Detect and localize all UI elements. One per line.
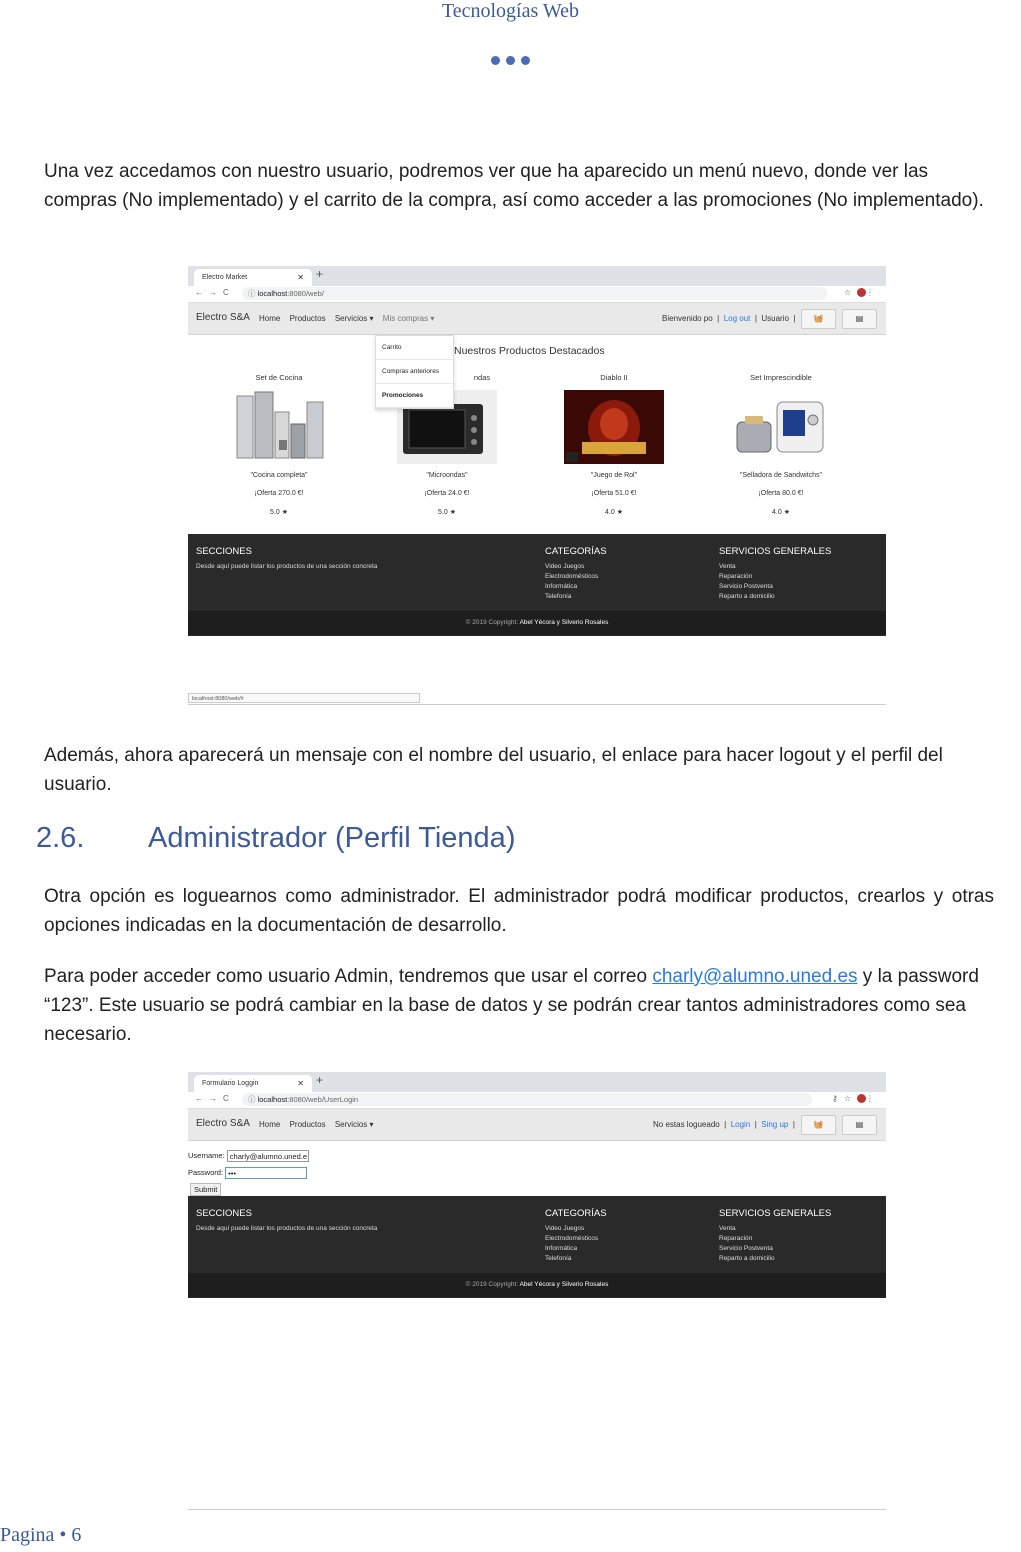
nav-productos[interactable]: Productos xyxy=(289,1120,326,1129)
mis-compras-dropdown xyxy=(375,335,454,409)
document-button[interactable] xyxy=(842,309,877,329)
document-button[interactable] xyxy=(842,1115,877,1135)
footer-servicios xyxy=(719,546,831,602)
username-label: Username: xyxy=(188,1151,225,1160)
browser-actions[interactable] xyxy=(832,1094,880,1103)
product-name: Set Imprescindible xyxy=(750,373,812,382)
footer-link[interactable]: Servicio Postventa xyxy=(719,1245,773,1252)
copyright-names: Abel Yécora y Silverio Rosales xyxy=(519,1281,609,1288)
product-card[interactable] xyxy=(209,373,349,516)
footer-link[interactable]: Reparación xyxy=(719,573,753,580)
footer-link[interactable]: Telefonía xyxy=(545,593,572,600)
menu-dots-icon[interactable]: ⋮ xyxy=(866,1094,880,1103)
product-name: Diablo II xyxy=(600,373,628,382)
section-number: 2.6. xyxy=(36,822,85,854)
site-footer xyxy=(188,1196,886,1298)
tab-title: Formulario Loggin xyxy=(202,1080,259,1087)
paragraph-user-message: Además, ahora aparecerá un mensaje con el nombre del usuario, el enlace para hacer logout y el perfil del usuario. xyxy=(44,745,943,795)
copyright-prefix: © 2019 Copyright: xyxy=(465,1281,520,1288)
credentials-text-after: y la password “123”. Este usuario se podrá cambiar en la base de datos y se podrán crear tantos administradores como sea necesario. xyxy=(44,966,979,1045)
footer-link[interactable]: Venta xyxy=(719,563,736,570)
footer-secciones-text: Desde aquí puede listar los productos de una sección concreta xyxy=(196,1225,378,1232)
url-path: :8080/web/UserLogin xyxy=(287,1095,359,1104)
footer-servicios xyxy=(719,1208,831,1264)
dropdown-item-carrito[interactable]: Carrito xyxy=(376,336,453,360)
cart-button[interactable] xyxy=(801,1115,836,1135)
nav-servicios[interactable]: Servicios ▾ xyxy=(334,314,374,323)
nav-mis-compras[interactable]: Mis compras ▾ xyxy=(382,314,435,323)
footer-servicios-title: SERVICIOS GENERALES xyxy=(719,546,832,557)
nav-links xyxy=(259,1120,381,1129)
footer-link[interactable]: Reparto a domicilio xyxy=(719,1255,775,1262)
site-navbar xyxy=(188,1109,886,1141)
tab-title: Electro Market xyxy=(202,274,248,281)
footer-categorias-title: CATEGORÍAS xyxy=(545,1208,607,1219)
admin-email-link[interactable]: charly@alumno.uned.es xyxy=(652,966,858,987)
welcome-text: Bienvenido po xyxy=(662,314,713,323)
footer-link[interactable]: Reparto a domicilio xyxy=(719,593,775,600)
url-field[interactable]: ⓘ localhost:8080/web/UserLogin xyxy=(242,1093,812,1106)
cart-button[interactable] xyxy=(801,309,836,329)
footer-link[interactable]: Electrodomésticos xyxy=(545,573,599,580)
new-tab-icon[interactable]: + xyxy=(316,267,324,281)
close-tab-icon[interactable]: ✕ xyxy=(297,1079,304,1088)
new-tab-icon[interactable]: + xyxy=(316,1073,324,1087)
document-icon: ▤ xyxy=(855,314,864,323)
login-form xyxy=(188,1147,309,1198)
document-icon: ▤ xyxy=(855,1120,864,1129)
screenshot-logged-in-home xyxy=(188,266,886,705)
site-footer xyxy=(188,534,886,636)
nav-home[interactable]: Home xyxy=(259,314,281,323)
featured-products-title: Nuestros Productos Destacados xyxy=(454,345,605,357)
browser-tab-bar xyxy=(188,266,886,286)
signup-link[interactable]: Sing up xyxy=(761,1120,789,1129)
header-dots-ornament xyxy=(0,52,1021,70)
paragraph-admin-intro: Otra opción es loguearnos como administrador. El administrador podrá modificar productos, crearlos y otras opciones indicadas en la documentación de desarrollo. xyxy=(44,886,994,936)
usuario-link[interactable]: Usuario xyxy=(761,314,789,323)
footer-categorias xyxy=(545,546,607,602)
product-image-appliance-set[interactable] xyxy=(731,390,831,464)
basket-icon: 🧺 xyxy=(813,1120,824,1129)
dropdown-item-promociones[interactable]: Promociones xyxy=(376,384,453,408)
browser-tab[interactable] xyxy=(194,1075,312,1092)
browser-nav-icons[interactable]: ←→C xyxy=(195,288,235,297)
footer-secciones xyxy=(196,1208,377,1234)
copyright-prefix: © 2019 Copyright: xyxy=(465,619,520,626)
nav-servicios[interactable]: Servicios ▾ xyxy=(334,1120,374,1129)
profile-avatar-icon[interactable] xyxy=(857,288,866,297)
screenshot-login-form xyxy=(188,1072,886,1510)
product-description: "Microondas" xyxy=(426,472,468,479)
document-header-title: Tecnologías Web xyxy=(441,0,580,22)
paragraph-admin-credentials xyxy=(44,962,1004,1049)
nav-links xyxy=(259,314,441,323)
footer-secciones xyxy=(196,546,377,572)
footer-link[interactable]: Informática xyxy=(545,1245,578,1252)
product-card[interactable] xyxy=(544,373,684,516)
footer-copyright xyxy=(188,611,886,635)
browser-status-url: localhost:8080/web/# xyxy=(188,693,420,703)
nav-productos[interactable]: Productos xyxy=(289,314,326,323)
footer-link[interactable]: Electrodomésticos xyxy=(545,1235,599,1242)
product-offer: ¡Oferta 270.0 €! xyxy=(254,490,304,497)
footer-link[interactable]: Servicio Postventa xyxy=(719,583,773,590)
product-offer: ¡Oferta 51.0 €! xyxy=(591,490,637,497)
user-status: Bienvenido po | Log out | Usuario | xyxy=(662,314,796,323)
section-title: Administrador (Perfil Tienda) xyxy=(148,822,516,854)
username-input[interactable]: charly@alumno.uned.e xyxy=(227,1150,309,1162)
footer-link[interactable]: Informática xyxy=(545,583,578,590)
url-host: localhost xyxy=(257,1095,288,1104)
close-tab-icon[interactable]: ✕ xyxy=(297,273,304,282)
footer-link[interactable]: Reparación xyxy=(719,1235,753,1242)
section-heading xyxy=(36,822,515,855)
star-icon[interactable]: ☆ xyxy=(843,1094,857,1103)
footer-link[interactable]: Telefonía xyxy=(545,1255,572,1262)
url-field[interactable]: ⓘ localhost:8080/web/ xyxy=(242,287,827,300)
product-rating: 4.0 ★ xyxy=(772,509,790,516)
basket-icon: 🧺 xyxy=(813,314,824,323)
browser-tab-bar xyxy=(188,1072,886,1092)
product-card[interactable] xyxy=(711,373,851,516)
user-status: No estas logueado | Login | Sing up | xyxy=(653,1120,795,1129)
footer-copyright xyxy=(188,1273,886,1297)
browser-actions[interactable] xyxy=(844,288,880,297)
product-image-kitchen-set[interactable] xyxy=(229,390,329,464)
key-icon[interactable]: ⚷ xyxy=(831,1094,844,1103)
footer-secciones-text: Desde aquí puede listar los productos de una sección concreta xyxy=(196,563,378,570)
logout-link[interactable]: Log out xyxy=(723,314,751,323)
paragraph-menu-intro: Una vez accedamos con nuestro usuario, podremos ver que ha aparecido un menú nuevo, donde ver las compras (No implementado) y el carrito de la compra, así como acceder a las promociones (No implementado). xyxy=(44,161,984,211)
product-rating: 4.0 ★ xyxy=(605,509,623,516)
product-name-partial: ndas xyxy=(473,373,491,382)
product-description: "Selladora de Sandwitchs" xyxy=(739,472,823,479)
not-logged-text: No estas logueado xyxy=(653,1120,720,1129)
page-number: Pagina • 6 xyxy=(0,1524,82,1546)
submit-button[interactable]: Submit xyxy=(190,1183,221,1196)
footer-secciones-title: SECCIONES xyxy=(196,546,252,557)
product-image-diablo-cover[interactable] xyxy=(564,390,664,464)
site-brand[interactable]: Electro S&A xyxy=(196,1118,250,1129)
site-navbar xyxy=(188,303,886,335)
dropdown-item-compras-anteriores[interactable]: Compras anteriores xyxy=(376,360,453,384)
browser-tab[interactable] xyxy=(194,269,312,286)
product-offer: ¡Oferta 80.0 €! xyxy=(758,490,804,497)
product-description: "Juego de Rol" xyxy=(590,472,638,479)
copyright-names: Abel Yécora y Silverio Rosales xyxy=(519,619,609,626)
password-input[interactable]: ••• xyxy=(225,1167,307,1179)
footer-servicios-title: SERVICIOS GENERALES xyxy=(719,1208,832,1219)
url-host: localhost xyxy=(257,289,288,298)
footer-categorias-title: CATEGORÍAS xyxy=(545,546,607,557)
browser-address-bar xyxy=(188,286,886,303)
password-label: Password: xyxy=(188,1168,224,1177)
footer-link[interactable]: Video Juegos xyxy=(545,563,585,570)
product-offer: ¡Oferta 24.0 €! xyxy=(424,490,470,497)
product-rating: 5.0 ★ xyxy=(438,509,456,516)
footer-link[interactable]: Video Juegos xyxy=(545,1225,585,1232)
footer-secciones-title: SECCIONES xyxy=(196,1208,252,1219)
site-brand[interactable]: Electro S&A xyxy=(196,312,250,323)
footer-link[interactable]: Venta xyxy=(719,1225,736,1232)
star-icon[interactable]: ☆ xyxy=(843,288,857,297)
profile-avatar-icon[interactable] xyxy=(857,1094,866,1103)
nav-home[interactable]: Home xyxy=(259,1120,281,1129)
url-path: :8080/web/ xyxy=(287,289,324,298)
menu-dots-icon[interactable]: ⋮ xyxy=(866,288,880,297)
footer-categorias xyxy=(545,1208,607,1264)
product-name: Set de Cocina xyxy=(255,373,303,382)
product-description: "Cocina completa" xyxy=(250,472,308,479)
product-rating: 5.0 ★ xyxy=(270,509,288,516)
login-link[interactable]: Login xyxy=(730,1120,751,1129)
browser-nav-icons[interactable]: ←→C xyxy=(195,1094,235,1103)
credentials-text-before: Para poder acceder como usuario Admin, tendremos que usar el correo xyxy=(44,966,653,987)
browser-address-bar xyxy=(188,1092,886,1109)
